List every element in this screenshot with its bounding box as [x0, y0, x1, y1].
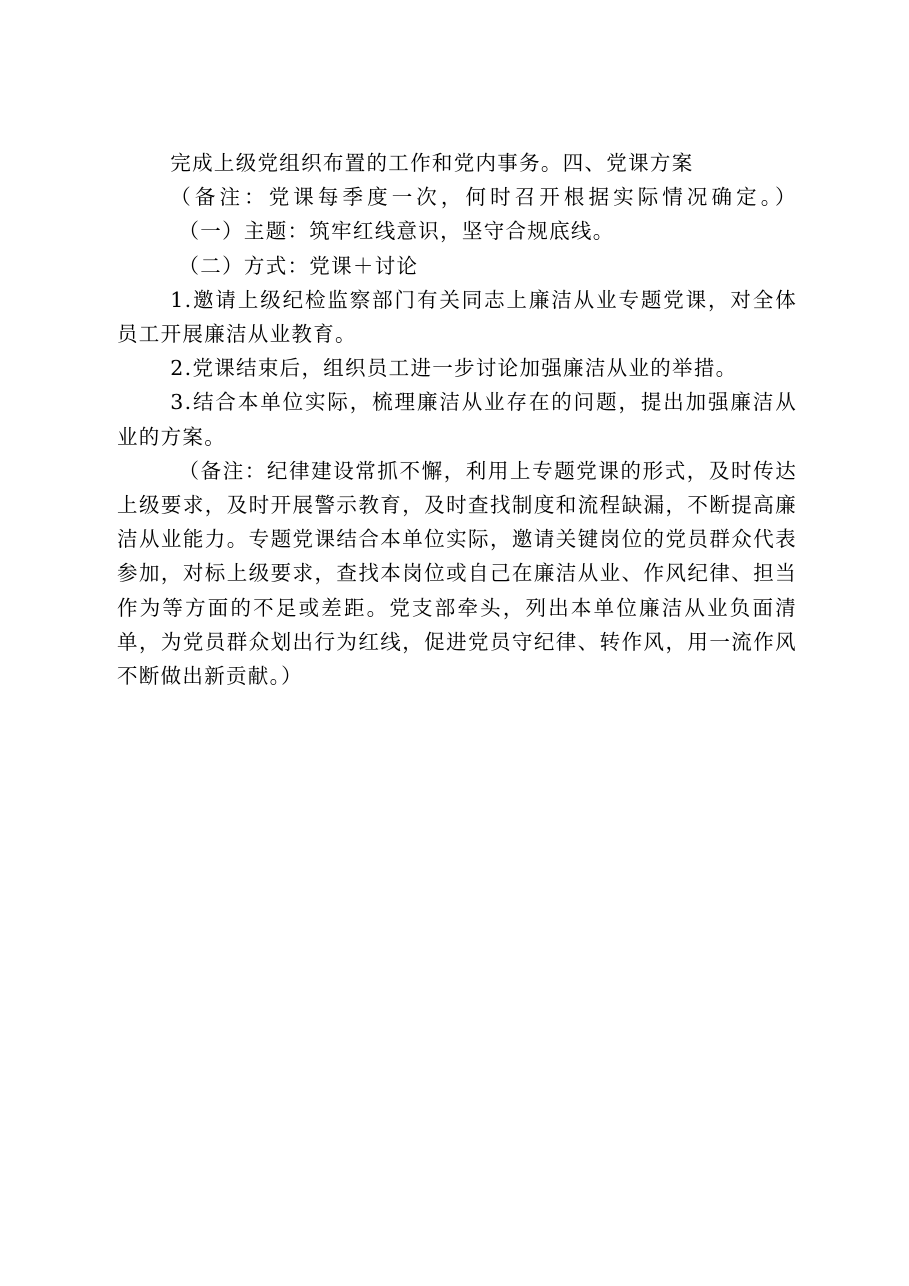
paragraph-note-discipline: （备注：纪律建设常抓不懈，利用上专题党课的形式，及时传达上级要求，及时开展警示教育，及时查找制度和流程缺漏，不断提高廉洁从业能力。专题党课结合本单位实际，邀请关键岗位的党员群众代表参加，对标上级要求，查找本岗位或自己在廉洁从业、作风纪律、担当作为等方面的不足或差距。党支部牵头，列出本单位廉洁从业负面清单，为党员群众划出行为红线，促进党员守纪律、转作风，用一流作风不断做出新贡献。）: [117, 458, 797, 689]
paragraph-note-quarterly: （备注：党课每季度一次，何时召开根据实际情况确定。）: [170, 185, 800, 210]
list-item-3: 3.结合本单位实际，梳理廉洁从业存在的问题，提出加强廉洁从业的方案。: [117, 390, 797, 449]
list-item-2: 2.党课结束后，组织员工进一步讨论加强廉洁从业的举措。: [170, 356, 738, 381]
document-body: [117, 146, 800, 693]
paragraph-theme: （一）主题：筑牢红线意识，坚守合规底线。: [178, 219, 615, 244]
paragraph-party-affairs: 完成上级党组织布置的工作和党内事务。四、党课方案: [170, 151, 694, 175]
paragraph-method: （二）方式：党课＋讨论: [178, 253, 419, 278]
list-item-1: 1.邀请上级纪检监察部门有关同志上廉洁从业专题党课，对全体员工开展廉洁从业教育。: [117, 287, 797, 347]
